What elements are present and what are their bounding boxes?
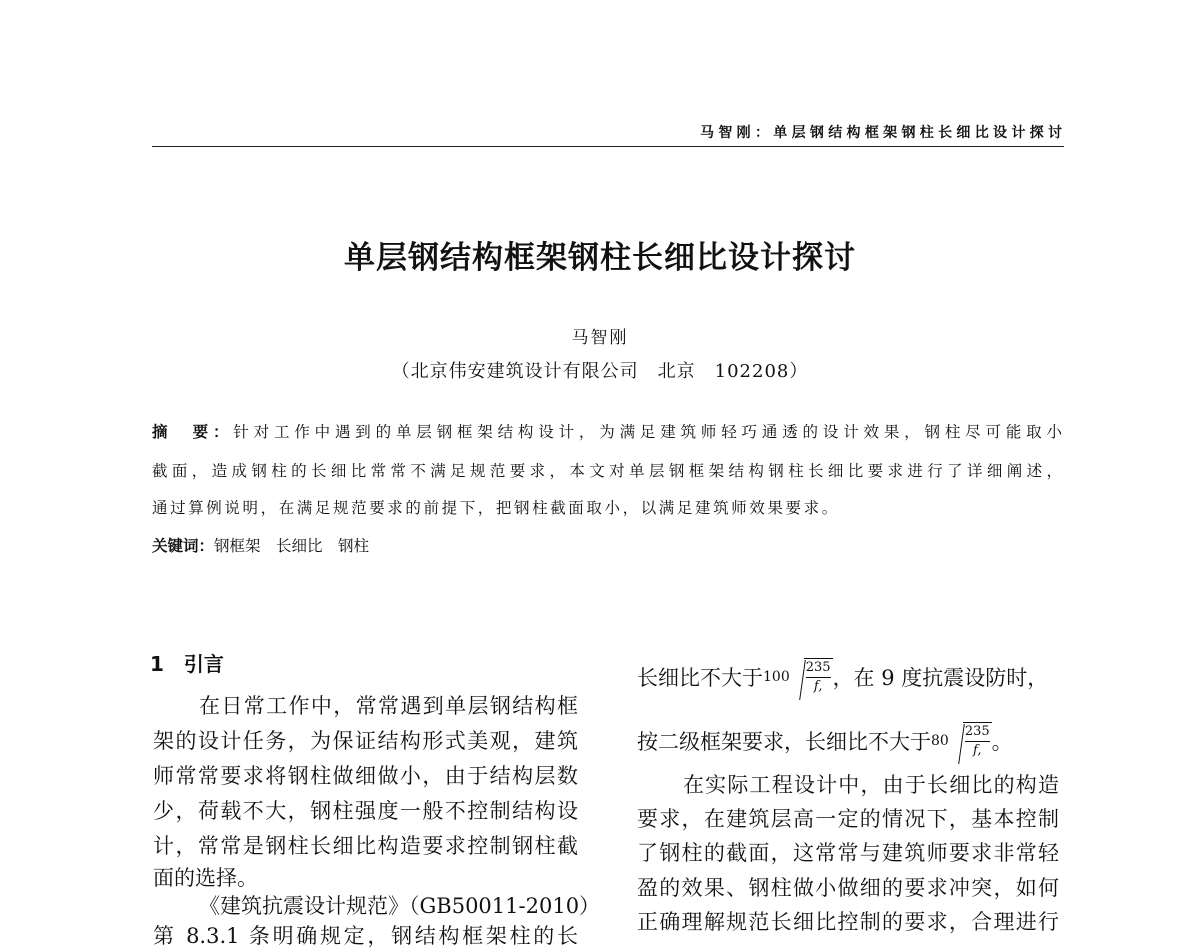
section-heading: 1 引言	[150, 652, 224, 676]
formula: 80 $\frac{235}{f,}$	[931, 724, 990, 758]
abstract-line: 截面，造成钢柱的长细比常常不满足规范要求，本文对单层钢框架结构钢柱长细比要求进行了详细阐述，	[152, 462, 1062, 480]
body-line: 第 8.3.1 条明确规定，钢结构框架柱的长	[153, 924, 578, 948]
abstract-line: 摘 要：针对工作中遇到的单层钢框架结构设计，为满足建筑师轻巧通透的设计效果，钢柱尽可能取小	[152, 423, 1062, 441]
formula: 100 $\frac{235}{f,}$	[763, 660, 831, 694]
body-line: 盈的效果、钢柱做小做细的要求冲突，如何	[637, 876, 1059, 900]
keywords	[152, 534, 1062, 556]
body-line: 师常常要求将钢柱做细做小，由于结构层数	[153, 764, 578, 788]
body-line: 《建筑抗震设计规范》（GB50011-2010）	[199, 894, 601, 918]
keywords-value: 钢框架 长细比 钢柱	[214, 537, 370, 555]
body-line: 正确理解规范长细比控制的要求，合理进行	[637, 910, 1059, 934]
keywords-label: 关键词：	[152, 537, 215, 555]
body-line: 在实际工程设计中，由于长细比的构造	[683, 773, 1059, 797]
affiliation: （北京伟安建筑设计有限公司 北京 102208）	[391, 361, 809, 382]
body-line: 面的选择。	[153, 866, 258, 890]
abstract-line: 通过算例说明，在满足规范要求的前提下，把钢柱截面取小，以满足建筑师效果要求。	[152, 499, 840, 517]
formula-line: 长细比不大于 100 $\frac{235}{f,}$ ，在 9 度抗震设防时，	[637, 660, 1049, 694]
author: 马智刚	[571, 328, 629, 348]
abstract-label: 摘 要：	[152, 423, 234, 441]
body-line: 了钢柱的截面，这常常与建筑师要求非常轻	[637, 841, 1059, 865]
body-line: 要求，在建筑层高一定的情况下，基本控制	[637, 807, 1059, 831]
formula-line: 按二级框架要求，长细比不大于 80 $\frac{235}{f,}$ 。	[637, 724, 1013, 758]
running-header: 马智刚：单层钢结构框架钢柱长细比设计探讨	[700, 125, 1062, 141]
body-line: 在日常工作中，常常遇到单层钢结构框	[199, 694, 578, 718]
body-line: 计，常常是钢柱长细比构造要求控制钢柱截	[153, 834, 578, 858]
paper-title: 单层钢结构框架钢柱长细比设计探讨	[344, 240, 856, 276]
body-line: 少，荷载不大，钢柱强度一般不控制结构设	[153, 799, 578, 823]
body-line: 架的设计任务，为保证结构形式美观，建筑	[153, 729, 578, 753]
header-rule	[152, 146, 1064, 147]
